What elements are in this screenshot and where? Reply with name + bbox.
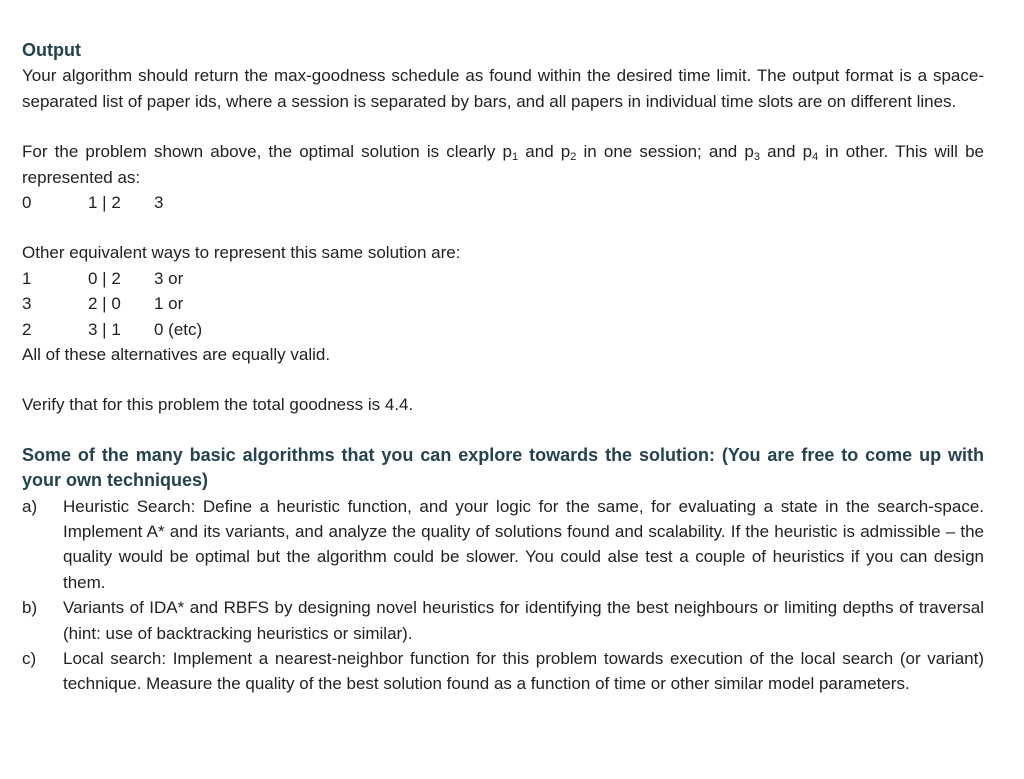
algorithm-item <box>22 646 984 697</box>
algorithm-item <box>22 494 984 596</box>
algorithms-heading: Some of the many basic algorithms that you can explore towards the solution: (You are free to come up with your own techniques) <box>22 444 984 491</box>
equivalent-row: 1 0 | 2 3 or <box>22 268 184 288</box>
equivalent-row: 3 2 | 0 1 or <box>22 294 184 314</box>
algorithm-text: Heuristic Search: Define a heuristic function, and your logic for the same, for evaluating a state in the search-space. Implement A* and its variants, and analyze the quality of solutions found and scalability. If the heuristic is admissible – the quality would be optimal but the algorithm could be slower. You could alse test a couple of heuristics if you can design them. <box>63 496 984 592</box>
algorithm-text: Variants of IDA* and RBFS by designing novel heuristics for identifying the best neighbours or limiting depths of traversal (hint: use of backtracking heuristics or similar). <box>63 598 984 643</box>
verify-paragraph: Verify that for this problem the total goodness is 4.4. <box>22 395 414 415</box>
solution-cell: 3 <box>154 193 164 213</box>
list-marker: c) <box>22 649 37 669</box>
solution-cell: 0 <box>22 193 32 213</box>
algorithm-item <box>22 595 984 646</box>
list-marker: a) <box>22 496 38 516</box>
algorithm-text: Local search: Implement a nearest-neighbor function for this problem towards execution of the local search (or variant) technique. Measure the quality of the best solution found as a function of time or other similar model parameters. <box>63 649 984 694</box>
example-paragraph: For the problem shown above, the optimal solution is clearly $p_1$ and $p_2$ in one session; and $p_3$ and $p_4$ in other. This will be represented as: <box>22 142 985 187</box>
solution-row <box>22 190 984 215</box>
intro-paragraph: Your algorithm should return the max-goodness schedule as found within the desired time limit. The output format is a space-separated list of paper ids, where a session is separated by bars, and all papers in individual time slots are on different lines. <box>22 66 984 111</box>
equivalent-row: 2 3 | 1 0 (etc) <box>22 319 203 339</box>
equivalent-outro: All of these alternatives are equally valid. <box>22 345 331 364</box>
output-heading: Output <box>22 40 81 60</box>
equivalent-intro: Other equivalent ways to represent this same solution are: <box>22 243 461 263</box>
solution-cell: 1 | 2 <box>88 193 121 213</box>
list-marker: b) <box>22 598 38 618</box>
